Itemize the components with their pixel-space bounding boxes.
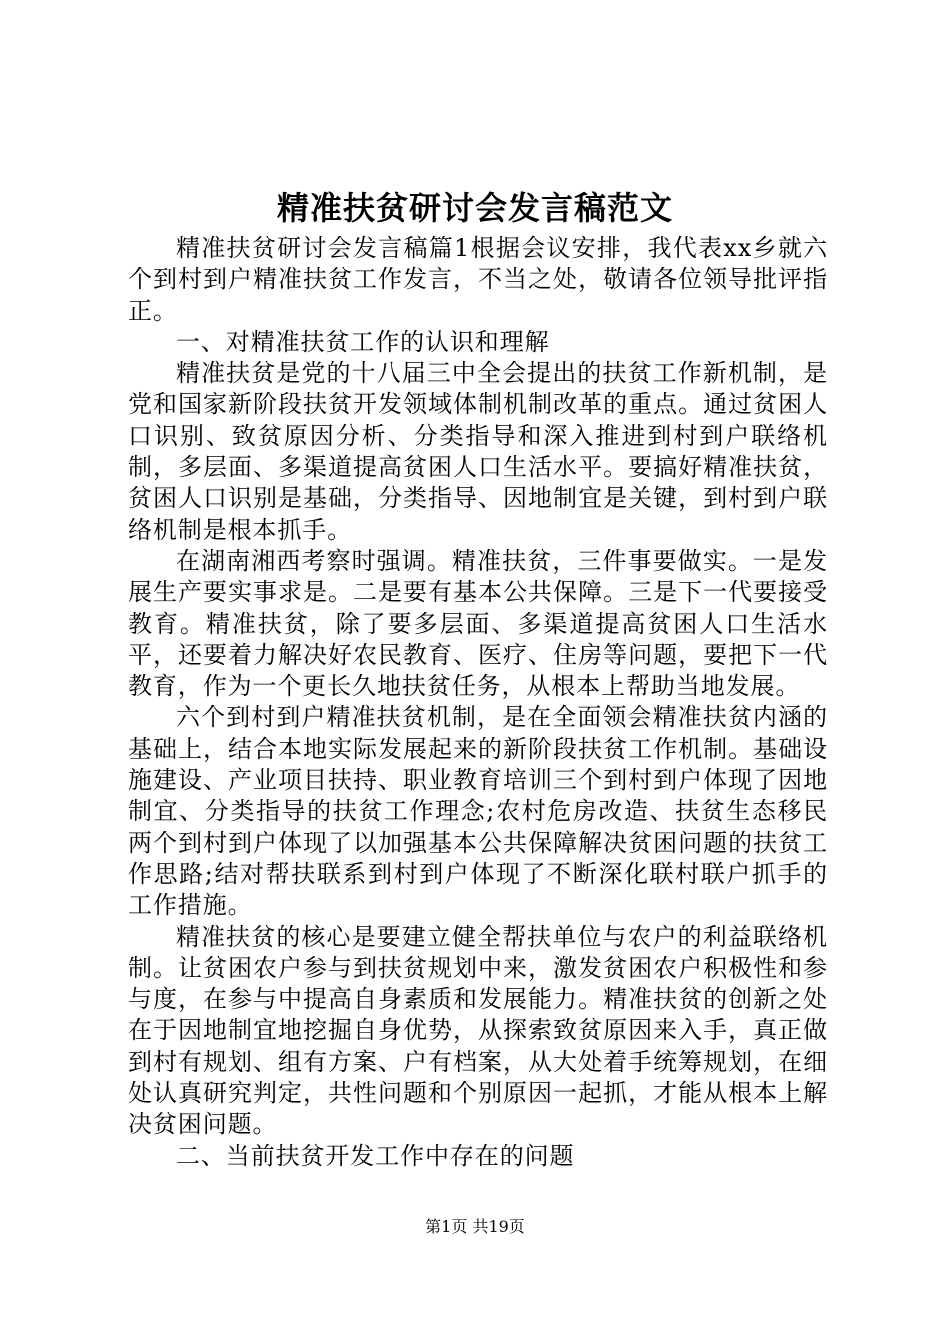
document-title: 精准扶贫研讨会发言稿范文 [276, 189, 673, 227]
section-heading-2: 二、当前扶贫开发工作中存在的问题 [176, 1141, 575, 1170]
paragraph-intro: 精准扶贫研讨会发言稿篇1根据会议安排，我代表xx乡就六个到村到户精准扶贫工作发言，不当之处，敬请各位领导批评指正。 [128, 234, 828, 325]
page-footer: 第1页 共19页 [425, 1217, 525, 1236]
paragraph: 六个到村到户精准扶贫机制，是在全面领会精准扶贫内涵的基础上，结合本地实际发展起来的新阶段扶贫工作机制。基础设施建设、产业项目扶持、职业教育培训三个到村到户体现了因地制宜、分类指导的扶贫工作理念;农村危房改造、扶贫生态移民两个到村到户体现了以加强基本公共保障解决贫困问题的扶贫工作思路;结对帮扶联系到村到户体现了不断深化联村联户抓手的工作措施。 [128, 703, 828, 920]
section-heading-1: 一、对精准扶贫工作的认识和理解 [176, 327, 550, 356]
document-body [128, 233, 828, 1172]
paragraph: 精准扶贫是党的十八届三中全会提出的扶贫工作新机制，是党和国家新阶段扶贫开发领域体制机制改革的重点。通过贫困人口识别、致贫原因分析、分类指导和深入推进到村到户联络机制，多层面、多渠道提高贫困人口生活水平。要搞好精准扶贫，贫困人口识别是基础，分类指导、因地制宜是关键，到村到户联络机制是根本抓手。 [128, 359, 828, 544]
paragraph: 精准扶贫的核心是要建立健全帮扶单位与农户的利益联络机制。让贫困农户参与到扶贫规划中来，激发贫困农户积极性和参与度，在参与中提高自身素质和发展能力。精准扶贫的创新之处在于因地制宜地挖掘自身优势，从探索致贫原因来入手，真正做到村有规划、组有方案、户有档案，从大处着手统筹规划，在细处认真研究判定，共性问题和个别原因一起抓，才能从根本上解决贫困问题。 [128, 922, 828, 1139]
paragraph: 在湖南湘西考察时强调。精准扶贫，三件事要做实。一是发展生产要实事求是。二是要有基本公共保障。三是下一代要接受教育。精准扶贫，除了要多层面、多渠道提高贫困人口生活水平，还要着力解决好农民教育、医疗、住房等问题，要把下一代教育，作为一个更长久地扶贫任务，从根本上帮助当地发展。 [128, 546, 828, 701]
